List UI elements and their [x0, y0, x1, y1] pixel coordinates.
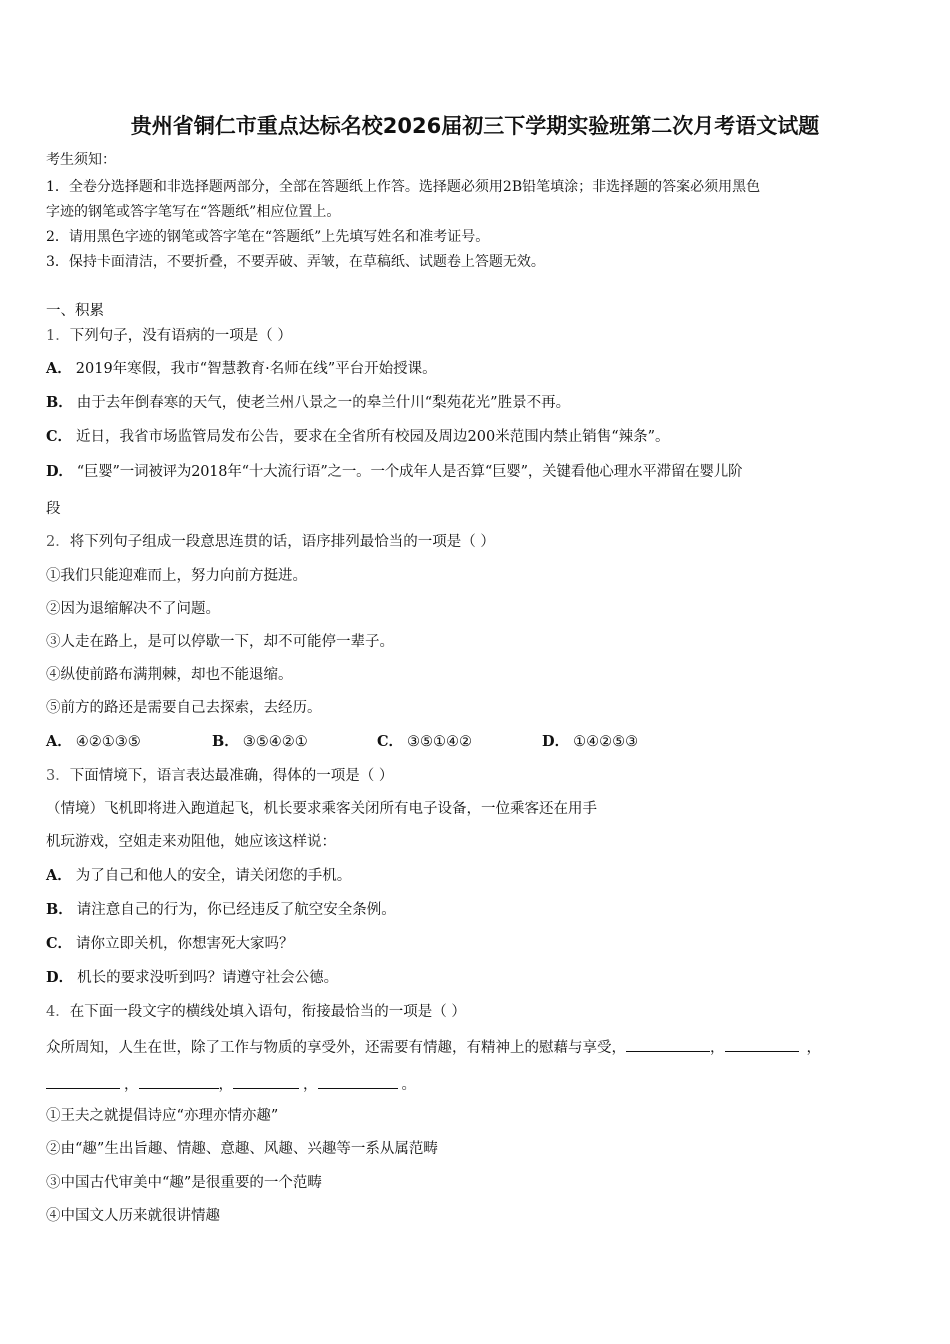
option-text: ④②①③⑤ — [75, 734, 141, 750]
context-line: （情境）飞机即将进入跑道起飞，机长要求乘客关闭所有电子设备，一位乘客还在用手 — [46, 801, 597, 817]
notice-item: 2．请用黑色字迹的钢笔或答字笔在“答题纸”上先填写姓名和准考证号。 — [46, 229, 490, 245]
option-label: C． — [46, 935, 73, 952]
sentence-item: ④纵使前路布满荆棘，却也不能退缩。 — [46, 667, 293, 683]
blank-line — [725, 1037, 799, 1052]
comma: ， — [124, 1077, 139, 1093]
question-number: 2． — [46, 534, 70, 550]
option-label: C． — [46, 428, 73, 445]
comma: ， — [710, 1040, 725, 1056]
option-text: ①④②⑤③ — [573, 734, 639, 750]
choice-a — [46, 732, 141, 752]
question-text: 在下面一段文字的横线处填入语句，衔接最恰当的一项是（ ） — [69, 1004, 466, 1020]
sentence-item: ③人走在路上，是可以停歇一下，却不可能停一辈子。 — [46, 634, 394, 650]
option-d — [46, 968, 338, 988]
sentence-item: ④中国文人历来就很讲情趣 — [46, 1208, 220, 1224]
option-label: D． — [46, 463, 73, 480]
option-text: 机长的要求没听到吗？请遵守社会公德。 — [77, 970, 339, 986]
blank-line — [626, 1037, 710, 1052]
option-b — [46, 900, 396, 920]
sentence-item: ③中国古代审美中“趣”是很重要的一个范畴 — [46, 1175, 322, 1191]
question-4-stem — [46, 1002, 466, 1022]
blank-line — [46, 1074, 120, 1089]
question-number: 3． — [46, 768, 70, 784]
option-label: B． — [46, 901, 73, 918]
sentence-item: ②因为退缩解决不了问题。 — [46, 601, 220, 617]
option-text: 近日，我省市场监管局发布公告，要求在全省所有校园及周边200米范围内禁止销售“辣条”。 — [76, 429, 670, 445]
sentence-item: ②由“趣”生出旨趣、情趣、意趣、风趣、兴趣等一系从属范畴 — [46, 1141, 438, 1157]
comma: ， — [303, 1077, 318, 1093]
choice-d — [542, 732, 638, 752]
option-c — [46, 934, 294, 954]
blank-line — [139, 1074, 219, 1089]
option-text: 请你立即关机，你想害死大家吗？ — [76, 936, 294, 952]
option-label: D． — [542, 733, 570, 750]
period: 。 — [401, 1077, 416, 1093]
comma: ， — [218, 1077, 233, 1093]
sentence-item: ①王夫之就提倡诗应“亦理亦情亦趣” — [46, 1108, 279, 1124]
option-label: B． — [212, 733, 239, 750]
option-label: D． — [46, 969, 74, 986]
option-text: ③⑤④②① — [242, 734, 308, 750]
option-label: C． — [377, 733, 404, 750]
option-d-continuation: 段 — [46, 501, 61, 517]
sentence-item: ①我们只能迎难而上，努力向前方挺进。 — [46, 568, 307, 584]
comma: ， — [806, 1040, 821, 1056]
option-d — [46, 462, 742, 482]
choice-c — [377, 732, 472, 752]
section-heading: 一、积累 — [46, 303, 104, 319]
option-label: A． — [46, 733, 72, 750]
question-3-stem — [46, 766, 393, 786]
option-label: A． — [46, 360, 72, 377]
blank-line — [233, 1074, 299, 1089]
option-text: 为了自己和他人的安全，请关闭您的手机。 — [75, 868, 352, 884]
option-text: 请注意自己的行为，你已经违反了航空安全条例。 — [76, 902, 396, 918]
question-number: 1． — [46, 328, 70, 344]
notice-heading: 考生须知： — [46, 152, 116, 168]
notice-item: 字迹的钢笔或答字笔写在“答题纸”相应位置上。 — [46, 204, 341, 220]
question-1-stem — [46, 326, 292, 346]
option-c — [46, 427, 670, 447]
option-text: 2019年寒假，我市“智慧教育·名师在线”平台开始授课。 — [75, 361, 437, 377]
notice-item: 3．保持卡面清洁，不要折叠，不要弄破、弄皱，在草稿纸、试题卷上答题无效。 — [46, 254, 545, 270]
context-line: 机玩游戏，空姐走来劝阻他，她应该这样说： — [46, 834, 336, 850]
option-text: “巨婴”一词被评为2018年“十大流行语”之一。一个成年人是否算“巨婴”，关键看他心理水平滞留在婴儿阶 — [76, 464, 743, 480]
choice-b — [212, 732, 308, 752]
notice-item: 1．全卷分选择题和非选择题两部分，全部在答题纸上作答。选择题必须用2B铅笔填涂；非选择题的答案必须用黑色 — [46, 179, 761, 195]
option-a — [46, 866, 351, 886]
option-label: A． — [46, 867, 72, 884]
question-text: 将下列句子组成一段意思连贯的话，语序排列最恰当的一项是（ ） — [69, 534, 495, 550]
page-title: 贵州省铜仁市重点达标名校2026届初三下学期实验班第二次月考语文试题 — [130, 114, 820, 138]
option-a — [46, 359, 437, 379]
option-b — [46, 393, 570, 413]
passage-text: 众所周知，人生在世，除了工作与物质的享受外，还需要有情趣，有精神上的慰藉与享受， — [46, 1040, 626, 1056]
question-number: 4． — [46, 1004, 70, 1020]
option-label: B． — [46, 394, 73, 411]
blank-line — [318, 1074, 398, 1089]
option-text: ③⑤①④② — [407, 734, 473, 750]
option-text: 由于去年倒春寒的天气，使老兰州八景之一的皋兰什川“梨苑花光”胜景不再。 — [76, 395, 571, 411]
sentence-item: ⑤前方的路还是需要自己去探索，去经历。 — [46, 700, 322, 716]
question-text: 下面情境下，语言表达最准确，得体的一项是（ ） — [69, 768, 394, 784]
question-2-stem — [46, 532, 495, 552]
passage-line — [46, 1037, 821, 1058]
passage-line — [46, 1074, 416, 1095]
question-text: 下列句子，没有语病的一项是（ ） — [69, 328, 292, 344]
